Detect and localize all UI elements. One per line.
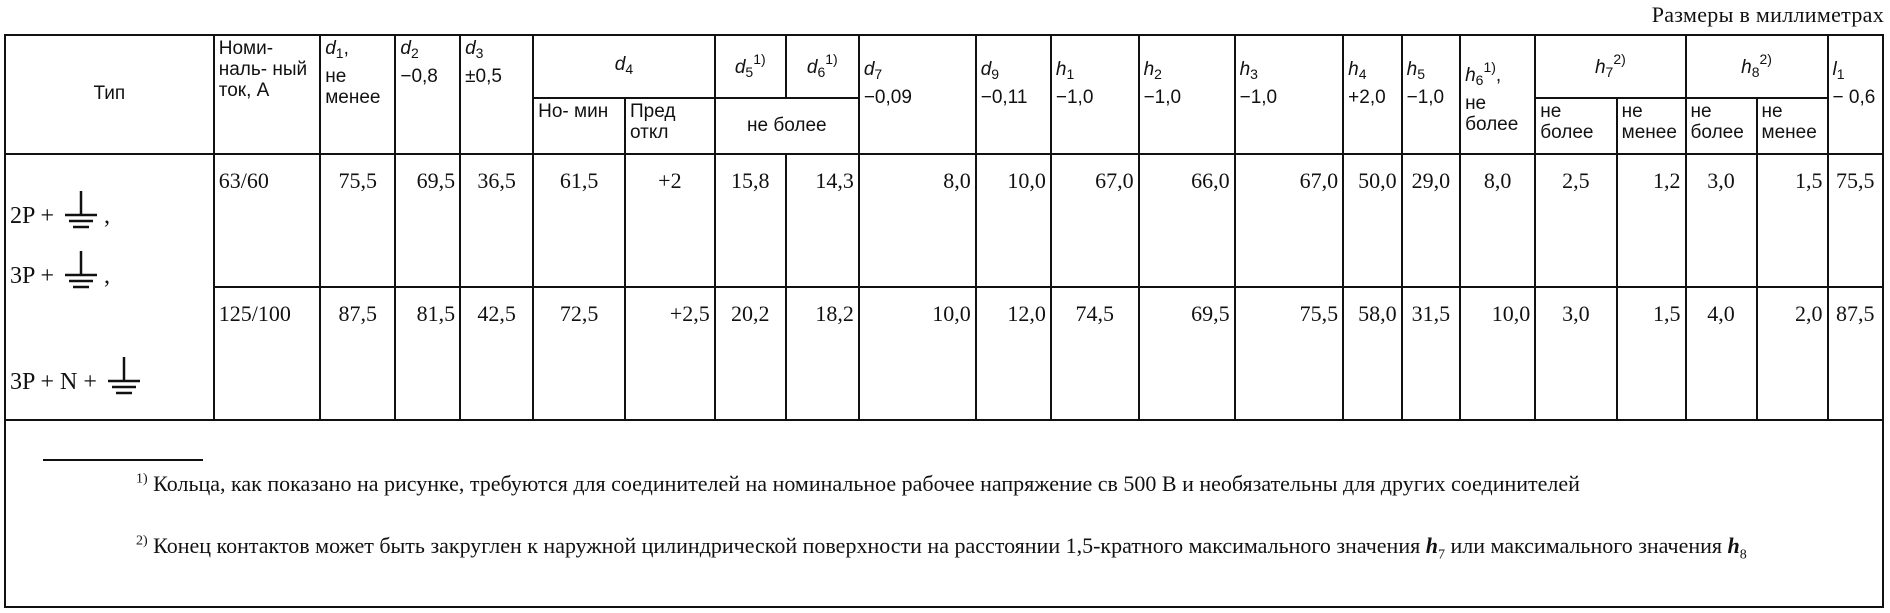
cell-h8-max: 3,0 bbox=[1686, 154, 1757, 286]
col-header-h1: $h_1$ −1,0 bbox=[1051, 36, 1139, 154]
cell-d9: 10,0 bbox=[976, 154, 1051, 286]
col-header-h8-max: не более bbox=[1686, 98, 1757, 154]
col-header-d7: $d_7$ −0,09 bbox=[859, 36, 976, 154]
col-header-d9: $d_9$ −0,11 bbox=[976, 36, 1051, 154]
col-header-h7-max: не более bbox=[1535, 98, 1616, 154]
col-header-h3: $h_3$ −1,0 bbox=[1235, 36, 1344, 154]
cell-d4-nominal: 61,5 bbox=[533, 154, 625, 286]
cell-d5: 15,8 bbox=[715, 154, 786, 286]
cell-h7-max: 3,0 bbox=[1535, 287, 1616, 420]
footnote-1: $^{1)}$ Кольца, как показано на рисунке, требуются для соединителей на номинальное рабочее напряжение св 500 В и необязательны для других соединителей bbox=[136, 471, 1580, 496]
cell-l1: 87,5 bbox=[1828, 287, 1882, 420]
col-header-d4-nominal: Но- мин bbox=[533, 98, 625, 154]
footnote-divider bbox=[43, 459, 203, 461]
cell-h7-min: 1,5 bbox=[1617, 287, 1686, 420]
cell-h3: 75,5 bbox=[1235, 287, 1344, 420]
cell-d1: 87,5 bbox=[320, 287, 395, 420]
col-header-type: Тип bbox=[6, 36, 214, 154]
cell-d2: 69,5 bbox=[395, 154, 460, 286]
col-header-rated-current: Номи- наль- ный ток, А bbox=[214, 36, 320, 154]
cell-h5: 29,0 bbox=[1402, 154, 1460, 286]
col-header-d5-d6-limit: не более bbox=[715, 98, 859, 154]
table-row bbox=[6, 287, 1882, 420]
cell-d4-deviation: +2 bbox=[625, 154, 715, 286]
cell-h8-min: 2,0 bbox=[1757, 287, 1828, 420]
col-header-h8: $h_8^{2)}$ bbox=[1686, 36, 1828, 98]
col-header-d4: $d_4$ bbox=[533, 36, 715, 98]
cell-h4: 58,0 bbox=[1343, 287, 1401, 420]
cell-d9: 12,0 bbox=[976, 287, 1051, 420]
cell-d1: 75,5 bbox=[320, 154, 395, 286]
cell-d7: 10,0 bbox=[859, 287, 976, 420]
cell-l1: 75,5 bbox=[1828, 154, 1882, 286]
cell-d3: 36,5 bbox=[460, 154, 533, 286]
cell-h4: 50,0 bbox=[1343, 154, 1401, 286]
units-note: Размеры в миллиметрах bbox=[1651, 2, 1884, 27]
ground-icon bbox=[62, 249, 100, 289]
cell-h5: 31,5 bbox=[1402, 287, 1460, 420]
cell-d7: 8,0 bbox=[859, 154, 976, 286]
cell-d4-deviation: +2,5 bbox=[625, 287, 715, 420]
cell-h7-max: 2,5 bbox=[1535, 154, 1616, 286]
ground-icon bbox=[105, 355, 143, 395]
col-header-d5: $d_5^{1)}$ bbox=[715, 36, 786, 98]
type-2p-pe: 2P + , bbox=[10, 169, 209, 229]
col-header-d3: $d_3$ ±0,5 bbox=[460, 36, 533, 154]
col-header-d1: $d_1$, не менее bbox=[320, 36, 395, 154]
col-header-h2: $h_2$ −1,0 bbox=[1139, 36, 1235, 154]
col-header-h5: $h_5$ −1,0 bbox=[1402, 36, 1460, 154]
table-row bbox=[6, 154, 1882, 286]
cell-h3: 67,0 bbox=[1235, 154, 1344, 286]
cell-h8-min: 1,5 bbox=[1757, 154, 1828, 286]
cell-d5: 20,2 bbox=[715, 287, 786, 420]
cell-h7-min: 1,2 bbox=[1617, 154, 1686, 286]
col-header-d2: $d_2$ −0,8 bbox=[395, 36, 460, 154]
type-cell bbox=[6, 154, 214, 420]
col-header-h8-min: не менее bbox=[1757, 98, 1828, 154]
type-3p-pe: 3P + , bbox=[10, 229, 209, 289]
cell-h8-max: 4,0 bbox=[1686, 287, 1757, 420]
cell-h2: 66,0 bbox=[1139, 154, 1235, 286]
cell-h2: 69,5 bbox=[1139, 287, 1235, 420]
cell-h6: 8,0 bbox=[1460, 154, 1535, 286]
footnotes bbox=[6, 423, 1882, 607]
cell-d2: 81,5 bbox=[395, 287, 460, 420]
cell-d6: 18,2 bbox=[786, 287, 859, 420]
col-header-d4-deviation: Пред откл bbox=[625, 98, 715, 154]
cell-h6: 10,0 bbox=[1460, 287, 1535, 420]
cell-current: 125/100 bbox=[214, 287, 320, 420]
col-header-h7: $h_7^{2)}$ bbox=[1535, 36, 1685, 98]
col-header-h4: $h_4$ +2,0 bbox=[1343, 36, 1401, 154]
ground-icon bbox=[62, 189, 100, 229]
spec-document bbox=[4, 34, 1884, 608]
cell-d3: 42,5 bbox=[460, 287, 533, 420]
col-header-h6: $h_6^{1)}$, не более bbox=[1460, 36, 1535, 154]
type-3p-n-pe: 3P + N + bbox=[10, 335, 209, 395]
cell-h1: 74,5 bbox=[1051, 287, 1139, 420]
cell-h1: 67,0 bbox=[1051, 154, 1139, 286]
col-header-l1: $l_1$ − 0,6 bbox=[1828, 36, 1882, 154]
col-header-d6: $d_6^{1)}$ bbox=[786, 36, 859, 98]
footnote-2: $^{2)}$ Конец контактов может быть закруглен к наружной цилиндрической поверхности на расстоянии 1,5-кратного максимального значения $h_7$ или максимального значения $h_8$ bbox=[136, 533, 1747, 563]
cell-current: 63/60 bbox=[214, 154, 320, 286]
dimensions-table bbox=[6, 36, 1882, 421]
col-header-h7-min: не менее bbox=[1617, 98, 1686, 154]
cell-d4-nominal: 72,5 bbox=[533, 287, 625, 420]
cell-d6: 14,3 bbox=[786, 154, 859, 286]
